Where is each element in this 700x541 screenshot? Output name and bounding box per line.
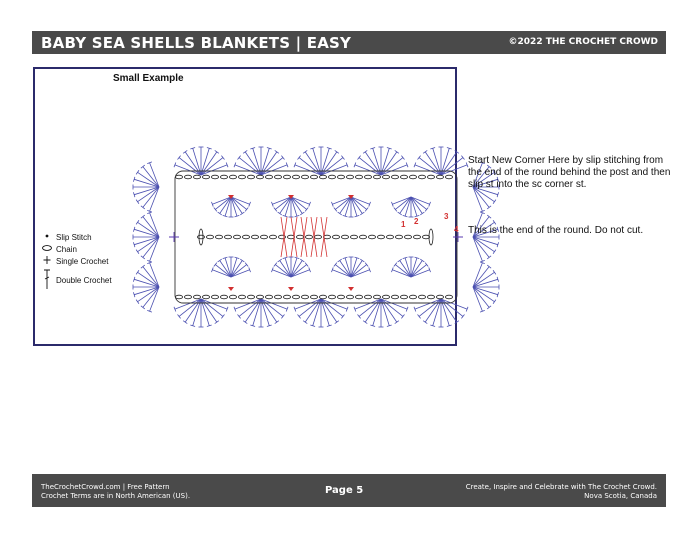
legend-single-crochet — [40, 256, 112, 268]
footer-site-text: TheCrochetCrowd.com | Free Pattern — [41, 483, 170, 491]
stitch-legend — [40, 232, 112, 294]
page-header — [32, 31, 666, 54]
inner-fan — [211, 257, 250, 277]
legend-label: Double Crochet — [56, 276, 112, 285]
shell-fan — [473, 212, 499, 262]
legend-label: Slip Stitch — [56, 233, 92, 242]
plus-icon — [169, 232, 179, 242]
page-number: Page 5 — [325, 485, 364, 496]
chain-row — [175, 175, 452, 179]
inner-fan — [331, 257, 370, 277]
corner-note: Start New Corner Here by slip stitching from the end of the round behind the post and then slip st into the sc corner st. — [468, 155, 671, 190]
footer-right — [466, 483, 657, 501]
inner-fan — [391, 257, 430, 277]
inner-fan — [331, 197, 370, 217]
inner-fan — [391, 197, 430, 217]
inner-fan — [271, 197, 310, 217]
direction-arrow — [288, 287, 294, 291]
inner-fan — [211, 197, 250, 217]
chain-row — [175, 295, 452, 299]
shell-fan — [133, 262, 159, 312]
step-number: 2 — [414, 217, 419, 226]
direction-arrow — [348, 287, 354, 291]
diagram-title: Small Example — [113, 73, 184, 84]
step-number: 3 — [444, 212, 449, 221]
plus-icon — [40, 255, 54, 269]
crochet-diagram — [33, 67, 457, 346]
round-outline — [175, 171, 457, 303]
footer-tagline: Create, Inspire and Celebrate with The Crochet Crowd. — [465, 483, 657, 491]
stitch-chart — [131, 127, 501, 347]
inner-fan — [271, 257, 310, 277]
shell-fan — [473, 262, 499, 312]
footer-left — [41, 483, 190, 501]
legend-label: Chain — [56, 245, 77, 254]
legend-double-crochet — [40, 268, 112, 294]
page-footer — [32, 474, 666, 507]
shell-fan — [133, 212, 159, 262]
double-crochet-icon — [40, 268, 54, 294]
end-note: This is the end of the round. Do not cut. — [468, 225, 644, 236]
footer-location: Nova Scotia, Canada — [584, 492, 657, 500]
footer-terms-text: Crochet Terms are in North American (US). — [41, 492, 191, 500]
shell-fan — [133, 162, 159, 212]
step-number: 1 — [401, 220, 406, 229]
center-motif — [281, 217, 327, 257]
step-number: 4 — [454, 225, 459, 234]
page-title: BABY SEA SHELLS BLANKETS | EASY — [41, 34, 352, 52]
copyright-text: ©2022 THE CROCHET CROWD — [508, 37, 658, 47]
chain-end — [199, 229, 203, 245]
legend-label: Single Crochet — [56, 257, 109, 266]
direction-arrow — [228, 287, 234, 291]
